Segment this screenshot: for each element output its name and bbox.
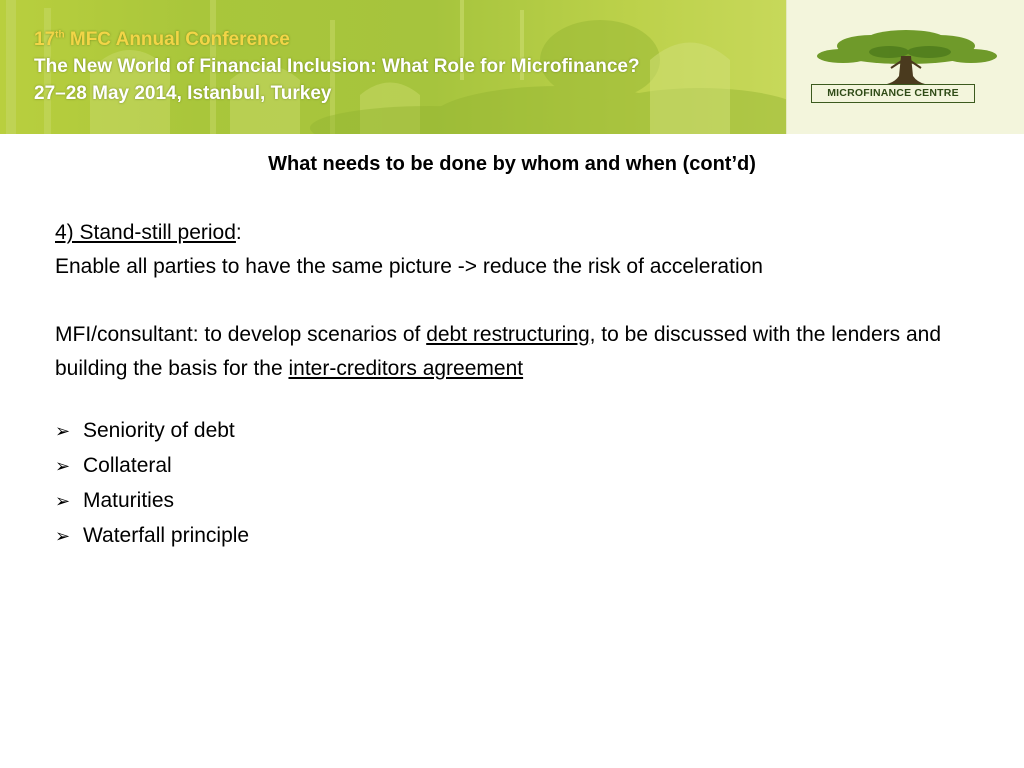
slide-content <box>0 134 1024 768</box>
section-heading: 4) Stand-still period: <box>55 221 242 244</box>
arrow-bullet-icon: ➢ <box>55 526 71 547</box>
logo-panel <box>786 0 1024 134</box>
section-paragraph: Enable all parties to have the same picture -> reduce the risk of acceleration <box>55 255 763 278</box>
conference-banner <box>0 0 1024 134</box>
banner-conference-name: 17th MFC Annual Conference <box>34 29 290 50</box>
stand-still-section <box>55 216 995 284</box>
logo-label: MICROFINANCE CENTRE <box>811 84 975 103</box>
banner-photo <box>0 0 786 134</box>
arrow-bullet-icon: ➢ <box>55 491 71 512</box>
section-heading-label: 4) Stand-still period <box>55 221 236 244</box>
arrow-bullet-icon: ➢ <box>55 421 71 442</box>
bullet-list <box>55 414 249 554</box>
banner-conference-theme: The New World of Financial Inclusion: What Role for Microfinance? <box>34 56 640 77</box>
list-item: ➢ Maturities <box>55 484 249 519</box>
inter-creditors-agreement-term: inter-creditors agreement <box>288 357 524 380</box>
debt-restructuring-term: debt restructuring <box>426 323 590 346</box>
slide-title: What needs to be done by whom and when (cont’d) <box>268 153 756 175</box>
banner-conference-date: 27–28 May 2014, Istanbul, Turkey <box>34 83 332 104</box>
consultant-paragraph: MFI/consultant: to develop scenarios of debt restructuring, to be discussed with the lenders and building the basis for the inter-creditors agreement <box>55 323 942 380</box>
banner-text <box>34 26 640 107</box>
list-item: ➢ Seniority of debt <box>55 414 249 449</box>
list-item: ➢ Waterfall principle <box>55 519 249 554</box>
arrow-bullet-icon: ➢ <box>55 456 71 477</box>
list-item: ➢ Collateral <box>55 449 249 484</box>
